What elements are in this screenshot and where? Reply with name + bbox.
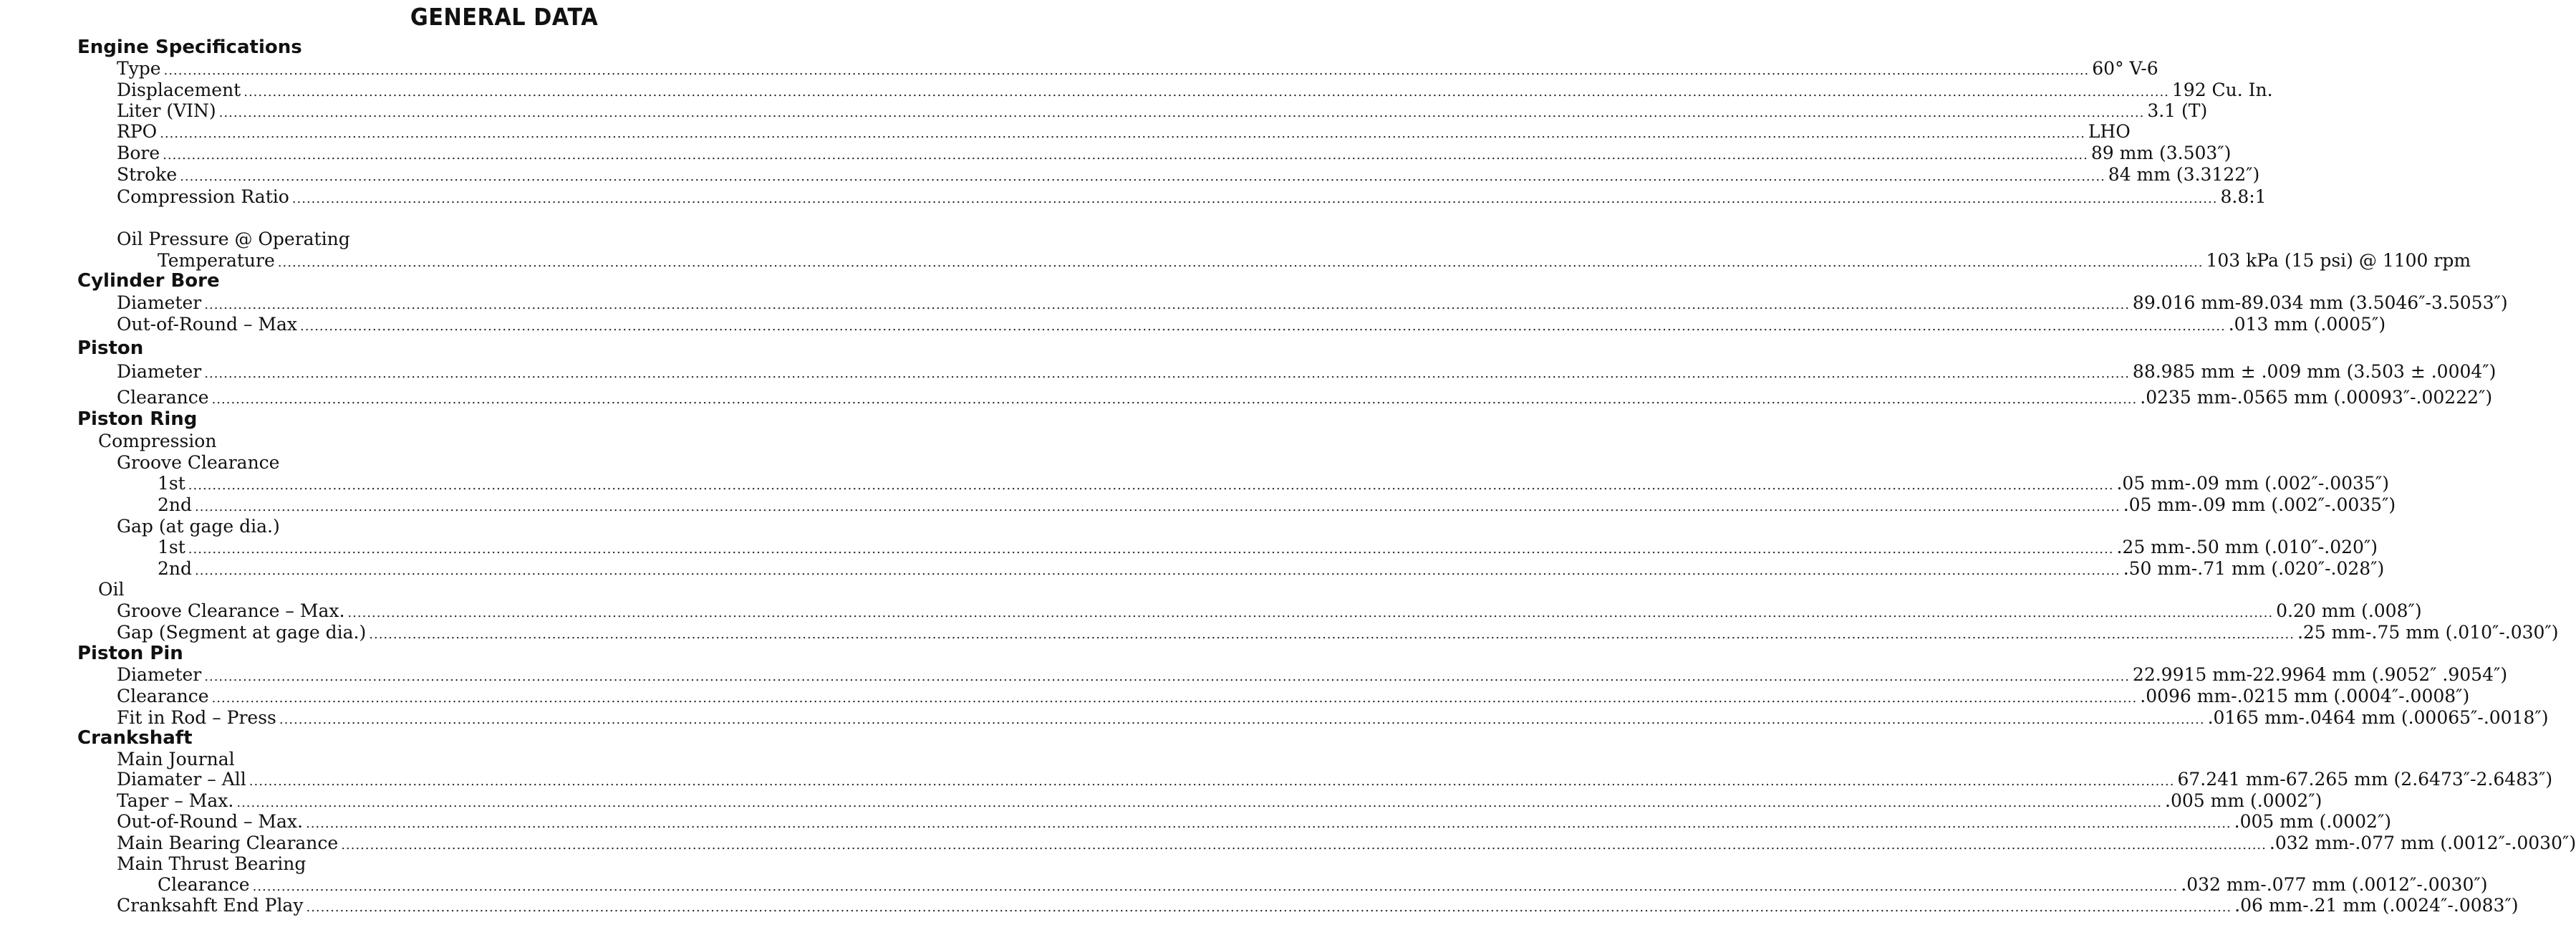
- spec-value: .50 mm-.71 mm (.020″-.028″): [2123, 558, 2385, 579]
- spec-row-type: [117, 58, 2158, 80]
- spec-row-oil-pressure: [158, 250, 2471, 272]
- spec-label: 2nd: [158, 558, 193, 579]
- dot-leader: ................................................................................................................................................................................................................................................................................................................................................................................................................: [211, 392, 2138, 407]
- spec-label: 1st: [158, 473, 185, 494]
- spec-value: .25 mm-.50 mm (.010″-.020″): [2116, 537, 2378, 557]
- dot-leader: ................................................................................................................................................................................................................................................................................................................................................................................................................: [211, 691, 2138, 706]
- spec-label: Fit in Rod – Press: [117, 707, 276, 728]
- oil-pressure-label: Oil Pressure @ Operating: [117, 229, 350, 249]
- dot-leader: ................................................................................................................................................................................................................................................................................................................................................................................................................: [204, 366, 2130, 381]
- spec-value: .05 mm-.09 mm (.002″-.0035″): [2123, 494, 2396, 515]
- spec-row-main-bearing-clearance: [117, 833, 2576, 854]
- spec-row-gap-1st: [158, 537, 2378, 558]
- spec-value: 0.20 mm (.008″): [2276, 600, 2422, 621]
- spec-label: Liter (VIN): [117, 100, 216, 121]
- dot-leader: ................................................................................................................................................................................................................................................................................................................................................................................................................: [369, 627, 2295, 642]
- spec-label: RPO: [117, 121, 158, 142]
- dot-leader: ................................................................................................................................................................................................................................................................................................................................................................................................................: [163, 148, 2088, 163]
- spec-value: 88.985 mm ± .009 mm (3.503 ± .0004″): [2132, 361, 2497, 382]
- spec-label: Taper – Max.: [117, 790, 234, 811]
- dot-leader: ................................................................................................................................................................................................................................................................................................................................................................................................................: [195, 499, 2121, 514]
- spec-label: Main Bearing Clearance: [117, 833, 339, 853]
- section-heading-piston: Piston: [77, 337, 144, 359]
- spec-label: Gap (Segment at gage dia.): [117, 622, 367, 643]
- spec-row-pin-fit: [117, 707, 2549, 729]
- oil-label: Oil: [98, 579, 125, 600]
- spec-value: .25 mm-.75 mm (.010″-.030″): [2297, 622, 2559, 643]
- spec-value: 84 mm (3.3122″): [2108, 164, 2260, 185]
- spec-row-stroke: [117, 164, 2260, 186]
- spec-label: Displacement: [117, 80, 241, 100]
- spec-value: .0235 mm-.0565 mm (.00093″-.00222″): [2140, 387, 2493, 408]
- spec-label: Temperature: [158, 250, 275, 271]
- dot-leader: ................................................................................................................................................................................................................................................................................................................................................................................................................: [305, 816, 2232, 831]
- spec-row-rpo: [117, 121, 2131, 143]
- dot-leader: ................................................................................................................................................................................................................................................................................................................................................................................................................: [180, 169, 2105, 184]
- spec-row-oil-groove: [117, 600, 2422, 622]
- spec-row-bore-diameter: [117, 292, 2508, 314]
- spec-value: .013 mm (.0005″): [2228, 314, 2386, 335]
- dot-leader: ................................................................................................................................................................................................................................................................................................................................................................................................................: [252, 879, 2179, 894]
- spec-row-compression-ratio: [117, 186, 2267, 208]
- spec-value: 8.8:1: [2220, 186, 2267, 207]
- section-heading-piston-ring: Piston Ring: [77, 408, 198, 430]
- spec-row-groove-2nd: [158, 494, 2396, 516]
- spec-value: LHO: [2088, 121, 2131, 142]
- spec-value: .05 mm-.09 mm (.002″-.0035″): [2116, 473, 2389, 494]
- spec-label: Clearance: [117, 686, 209, 706]
- dot-leader: ................................................................................................................................................................................................................................................................................................................................................................................................................: [306, 900, 2232, 915]
- spec-label: 2nd: [158, 494, 193, 515]
- gap-label: Gap (at gage dia.): [117, 516, 280, 537]
- spec-row-journal-taper: [117, 790, 2322, 812]
- dot-leader: ................................................................................................................................................................................................................................................................................................................................................................................................................: [243, 85, 2169, 100]
- dot-leader: ................................................................................................................................................................................................................................................................................................................................................................................................................: [347, 605, 2274, 620]
- section-heading-crankshaft: Crankshaft: [77, 727, 193, 749]
- spec-value: 22.9915 mm-22.9964 mm (.9052″ .9054″): [2132, 664, 2508, 685]
- spec-value: 60° V-6: [2092, 58, 2158, 79]
- spec-value: .005 mm (.0002″): [2165, 790, 2322, 811]
- spec-label: Diamater – All: [117, 769, 246, 790]
- dot-leader: ................................................................................................................................................................................................................................................................................................................................................................................................................: [218, 105, 2145, 120]
- dot-leader: ................................................................................................................................................................................................................................................................................................................................................................................................................: [163, 63, 2090, 78]
- dot-leader: ................................................................................................................................................................................................................................................................................................................................................................................................................: [188, 542, 2114, 557]
- spec-row-pin-diameter: [117, 664, 2508, 686]
- dot-leader: ................................................................................................................................................................................................................................................................................................................................................................................................................: [341, 838, 2267, 853]
- spec-value: .0165 mm-.0464 mm (.00065″-.0018″): [2207, 707, 2549, 728]
- thrust-bearing-label: Main Thrust Bearing: [117, 853, 307, 874]
- dot-leader: ................................................................................................................................................................................................................................................................................................................................................................................................................: [291, 191, 2218, 206]
- spec-value: .032 mm-.077 mm (.0012″-.0030″): [2269, 833, 2576, 853]
- spec-value: 67.241 mm-67.265 mm (2.6473″-2.6483″): [2177, 769, 2553, 790]
- spec-label: Bore: [117, 143, 160, 163]
- dot-leader: ................................................................................................................................................................................................................................................................................................................................................................................................................: [195, 563, 2121, 578]
- dot-leader: ................................................................................................................................................................................................................................................................................................................................................................................................................: [188, 478, 2114, 493]
- spec-value: .032 mm-.077 mm (.0012″-.0030″): [2181, 874, 2488, 895]
- spec-row-piston-diameter: [117, 361, 2497, 383]
- spec-row-piston-clearance: [117, 387, 2493, 408]
- spec-label: 1st: [158, 537, 185, 557]
- spec-row-thrust-clearance: [158, 874, 2488, 896]
- spec-label: Clearance: [117, 387, 209, 408]
- spec-row-journal-diameter: [117, 769, 2553, 790]
- spec-value: 103 kPa (15 psi) @ 1100 rpm: [2206, 250, 2471, 271]
- spec-value: .005 mm (.0002″): [2234, 811, 2392, 832]
- spec-label: Groove Clearance – Max.: [117, 600, 345, 621]
- dot-leader: ................................................................................................................................................................................................................................................................................................................................................................................................................: [249, 774, 2175, 789]
- dot-leader: ................................................................................................................................................................................................................................................................................................................................................................................................................: [279, 712, 2205, 727]
- spec-row-displacement: [117, 80, 2273, 101]
- dot-leader: ................................................................................................................................................................................................................................................................................................................................................................................................................: [236, 795, 2163, 810]
- spec-value: 3.1 (T): [2147, 100, 2208, 121]
- spec-value: .0096 mm-.0215 mm (.0004″-.0008″): [2140, 686, 2470, 706]
- spec-value: .06 mm-.21 mm (.0024″-.0083″): [2234, 895, 2519, 916]
- spec-row-bore-out-of-round: [117, 314, 2386, 335]
- spec-row-groove-1st: [158, 473, 2389, 494]
- spec-row-bore: [117, 143, 2232, 164]
- spec-label: Compression Ratio: [117, 186, 289, 207]
- groove-clearance-label: Groove Clearance: [117, 452, 280, 473]
- spec-row-end-play: [117, 895, 2519, 916]
- spec-label: Out-of-Round – Max.: [117, 811, 303, 832]
- spec-row-pin-clearance: [117, 686, 2470, 707]
- spec-label: Cranksahft End Play: [117, 895, 304, 916]
- dot-leader: ................................................................................................................................................................................................................................................................................................................................................................................................................: [300, 319, 2226, 334]
- spec-value: 89.016 mm-89.034 mm (3.5046″-3.5053″): [2132, 292, 2508, 313]
- spec-label: Diameter: [117, 664, 202, 685]
- spec-row-gap-2nd: [158, 558, 2385, 580]
- dot-leader: ................................................................................................................................................................................................................................................................................................................................................................................................................: [160, 126, 2085, 141]
- spec-label: Stroke: [117, 164, 178, 185]
- section-heading-engine: Engine Specifications: [77, 37, 302, 58]
- spec-label: Out-of-Round – Max: [117, 314, 298, 335]
- spec-label: Diameter: [117, 292, 202, 313]
- section-heading-cylinder-bore: Cylinder Bore: [77, 270, 220, 292]
- section-heading-piston-pin: Piston Pin: [77, 643, 183, 664]
- spec-row-journal-out-of-round: [117, 811, 2392, 833]
- spec-row-liter: [117, 100, 2208, 122]
- spec-row-oil-gap: [117, 622, 2559, 643]
- spec-value: 192 Cu. In.: [2171, 80, 2273, 100]
- page-title: GENERAL DATA: [410, 3, 599, 31]
- dot-leader: ................................................................................................................................................................................................................................................................................................................................................................................................................: [204, 297, 2130, 312]
- spec-label: Clearance: [158, 874, 250, 895]
- spec-value: 89 mm (3.503″): [2090, 143, 2232, 163]
- compression-label: Compression: [98, 431, 217, 451]
- spec-label: Type: [117, 58, 161, 79]
- dot-leader: ................................................................................................................................................................................................................................................................................................................................................................................................................: [277, 255, 2204, 270]
- main-journal-label: Main Journal: [117, 749, 235, 770]
- spec-label: Diameter: [117, 361, 202, 382]
- dot-leader: ................................................................................................................................................................................................................................................................................................................................................................................................................: [204, 669, 2130, 684]
